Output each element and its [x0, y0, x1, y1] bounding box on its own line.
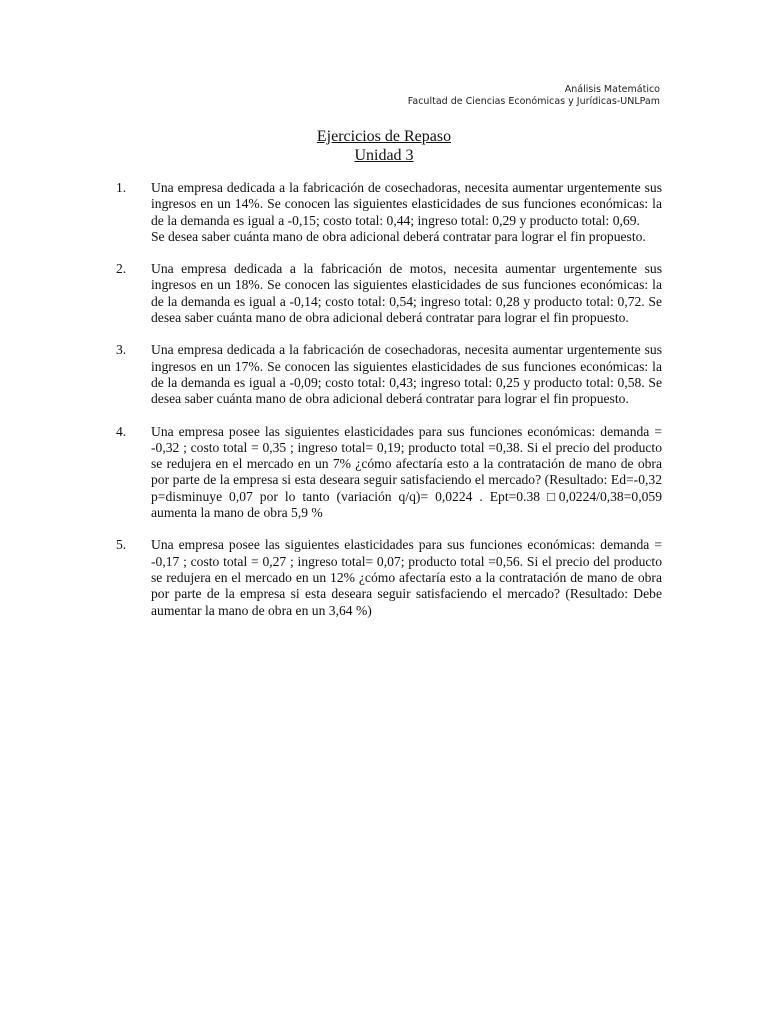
- exercise-paragraph: Se desea saber cuánta mano de obra adicional deberá contratar para lograr el fin propuesto.: [151, 228, 646, 244]
- exercise-text: [151, 261, 662, 326]
- exercise-item: [116, 342, 662, 407]
- page-title: [0, 127, 768, 165]
- exercise-number: 2.: [116, 261, 127, 277]
- exercise-item: [116, 180, 662, 245]
- exercise-paragraph: Una empresa posee las siguientes elasticidades para sus funciones económicas: demanda = -0,17 ; costo total = 0,27 ; ingreso total= 0,07; producto total =0,56. Si el precio del producto se redujera en el mercado en un 12% ¿cómo afectaría esto a la contratación de mano de obra por parte de la empresa si esta deseara seguir satisfaciendo el mercado? (Resultado: Debe aumentar la mano de obra en un 3,64 %): [151, 537, 662, 618]
- header-course: Análisis Matemático: [564, 84, 660, 95]
- page-header: [408, 84, 660, 108]
- exercise-number: 1.: [116, 180, 127, 195]
- exercise-item: [116, 424, 662, 522]
- exercise-number: 4.: [116, 423, 127, 439]
- header-faculty: Facultad de Ciencias Económicas y Jurídicas-UNLPam: [407, 96, 660, 107]
- exercise-number: 3.: [116, 342, 127, 358]
- exercise-list: [116, 180, 662, 635]
- exercise-text: [151, 424, 662, 522]
- exercise-text: [151, 180, 662, 245]
- title-line-1: Ejercicios de Repaso: [316, 128, 452, 145]
- exercise-item: [116, 537, 662, 618]
- exercise-paragraph: Una empresa dedicada a la fabricación de cosechadoras, necesita aumentar urgentemente sus ingresos en un 14%. Se conocen las siguientes elasticidades de sus funciones económicas: la de la demanda es igual a -0,15; costo total: 0,44; ingreso total: 0,29 y producto total: 0,69.: [151, 180, 662, 228]
- exercise-paragraph: Una empresa posee las siguientes elasticidades para sus funciones económicas: demanda = -0,32 ; costo total = 0,35 ; ingreso total= 0,19; producto total =0,38. Si el precio del producto se redujera en el mercado en un 7% ¿cómo afectaría esto a la contratación de mano de obra por parte de la empresa si esta deseara seguir satisfaciendo el mercado? (Resultado: Ed=-0,32 p=disminuye 0,07 por lo tanto (variación q/q)= 0,0224 . Ept=0.38 □0,0224/0,38=0,059 aumenta la mano de obra 5,9 %: [151, 423, 662, 521]
- title-line-2: Unidad 3: [354, 147, 414, 164]
- exercise-text: [151, 342, 662, 407]
- exercise-item: [116, 261, 662, 326]
- exercise-number: 5.: [116, 537, 127, 553]
- exercise-text: [151, 537, 662, 618]
- exercise-paragraph: Una empresa dedicada a la fabricación de motos, necesita aumentar urgentemente sus ingresos en un 18%. Se conocen las siguientes elasticidades de sus funciones económicas: la de la demanda es igual a -0,14; costo total: 0,54; ingreso total: 0,28 y producto total: 0,72. Se desea saber cuánta mano de obra adicional deberá contratar para lograr el fin propuesto.: [151, 261, 662, 326]
- exercise-paragraph: Una empresa dedicada a la fabricación de cosechadoras, necesita aumentar urgentemente sus ingresos en un 17%. Se conocen las siguientes elasticidades de sus funciones económicas: la de la demanda es igual a -0,09; costo total: 0,43; ingreso total: 0,25 y producto total: 0,58. Se desea saber cuánta mano de obra adicional deberá contratar para lograr el fin propuesto.: [151, 342, 662, 407]
